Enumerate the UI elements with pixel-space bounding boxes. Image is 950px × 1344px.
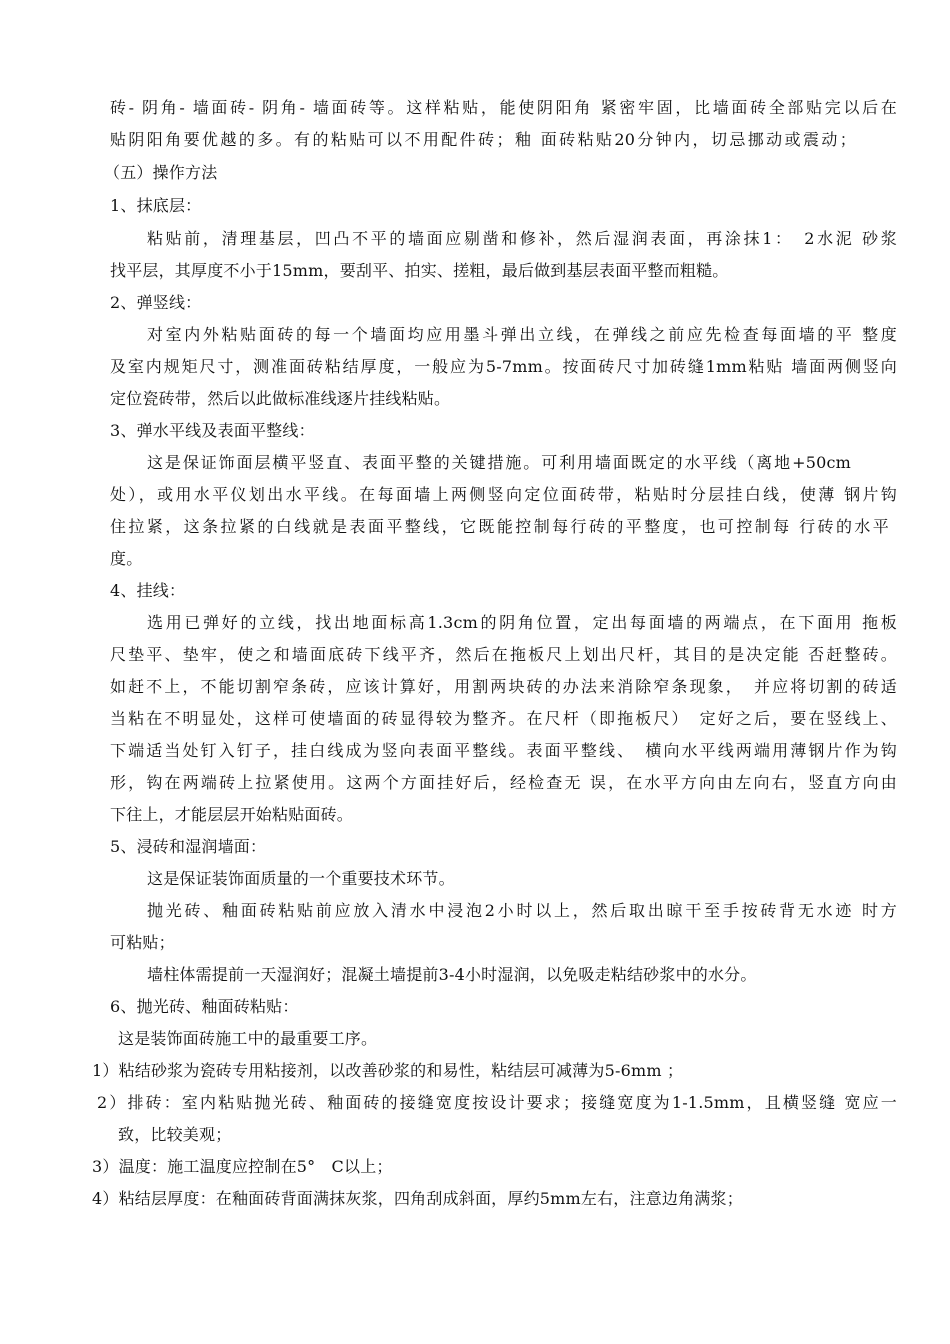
step-heading: 6、抛光砖、釉面砖粘贴：	[110, 997, 299, 1016]
text-line: 度。	[110, 549, 143, 568]
text-line: 可粘贴；	[110, 933, 175, 952]
step-heading: 1、抹底层：	[110, 196, 202, 215]
text-line: 当粘在不明显处，这样可使墙面的砖显得较为整齐。在尺杆（即拖板尺） 定好之后，要在竖线上、	[110, 709, 897, 728]
text-line: 及室内规矩尺寸，测准面砖粘结厚度，一般应为5-7mm。按面砖尺寸加砖缝1mm粘贴 墙面两侧竖向	[110, 357, 897, 376]
text-line: 抛光砖、釉面砖粘贴前应放入清水中浸泡2小时以上，然后取出晾干至手按砖背无水迹 时方	[147, 901, 897, 920]
list-item: 1）粘结砂浆为瓷砖专用粘接剂，以改善砂浆的和易性，粘结层可减薄为5-6mm ；	[92, 1061, 684, 1080]
text-line: 这是保证装饰面质量的一个重要技术环节。	[147, 869, 455, 888]
text-line: 砖- 阴角- 墙面砖- 阴角- 墙面砖等。这样粘贴，能使阴阳角 紧密牢固，比墙面砖全部贴完以后在	[110, 98, 897, 117]
text-line: 下端适当处钉入钉子，挂白线成为竖向表面平整线。表面平整线、 横向水平线两端用薄钢片作为钩	[110, 741, 897, 760]
text-line: 尺垫平、垫牢，使之和墙面底砖下线平齐，然后在拖板尺上划出尺杆，其目的是决定能 否赶整砖。	[110, 645, 897, 664]
text-line: 这是装饰面砖施工中的最重要工序。	[118, 1029, 378, 1048]
list-item: 4）粘结层厚度：在釉面砖背面满抹灰浆，四角刮成斜面，厚约5mm左右，注意边角满浆；	[92, 1189, 743, 1208]
text-line: 下往上，才能层层开始粘贴面砖。	[110, 805, 354, 824]
section-heading: （五）操作方法	[104, 163, 218, 182]
step-heading: 4、挂线：	[110, 581, 186, 600]
step-heading: 2、弹竖线：	[110, 293, 202, 312]
text-line: 粘贴前，清理基层，凹凸不平的墙面应剔凿和修补，然后湿润表面，再涂抹1： 2水泥 砂浆	[147, 229, 897, 248]
text-line: 找平层，其厚度不小于15mm，要刮平、拍实、搓粗，最后做到基层表面平整而粗糙。	[110, 261, 729, 280]
text-line: 致，比较美观；	[118, 1125, 232, 1144]
text-line: 形，钩在两端砖上拉紧使用。这两个方面挂好后，经检查无 误，在水平方向由左向右，竖直方向由	[110, 773, 897, 792]
text-line: 住拉紧，这条拉紧的白线就是表面平整线，它既能控制每行砖的平整度，也可控制每 行砖的水平	[110, 517, 889, 536]
text-line: 对室内外粘贴面砖的每一个墙面均应用墨斗弹出立线，在弹线之前应先检查每面墙的平 整度	[147, 325, 897, 344]
text-line: 定位瓷砖带，然后以此做标准线逐片挂线粘贴。	[110, 389, 451, 408]
text-line: 贴阴阳角要优越的多。有的粘贴可以不用配件砖；釉 面砖粘贴20分钟内，切忌挪动或震动；	[110, 130, 856, 149]
text-line: 这是保证饰面层横平竖直、表面平整的关键措施。可利用墙面既定的水平线（离地+50cm	[147, 453, 851, 472]
list-item: 3）温度：施工温度应控制在5° C以上；	[92, 1157, 393, 1176]
step-heading: 5、浸砖和湿润墙面：	[110, 837, 267, 856]
step-heading: 3、弹水平线及表面平整线：	[110, 421, 315, 440]
text-line: 墙柱体需提前一天湿润好；混凝土墙提前3-4小时湿润，以免吸走粘结砂浆中的水分。	[147, 965, 757, 984]
text-line: 处），或用水平仪划出水平线。在每面墙上两侧竖向定位面砖带，粘贴时分层挂白线，使薄 钢片钩	[110, 485, 897, 504]
text-line: 选用已弹好的立线，找出地面标高1.3cm的阴角位置，定出每面墙的两端点，在下面用 拖板	[147, 613, 897, 632]
text-line: 如赶不上，不能切割窄条砖，应该计算好，用割两块砖的办法来消除窄条现象， 并应将切割的砖适	[110, 677, 897, 696]
list-item: 2）排砖：室内粘贴抛光砖、釉面砖的接缝宽度按设计要求；接缝宽度为1-1.5mm，且横竖缝 宽应一	[97, 1093, 897, 1112]
